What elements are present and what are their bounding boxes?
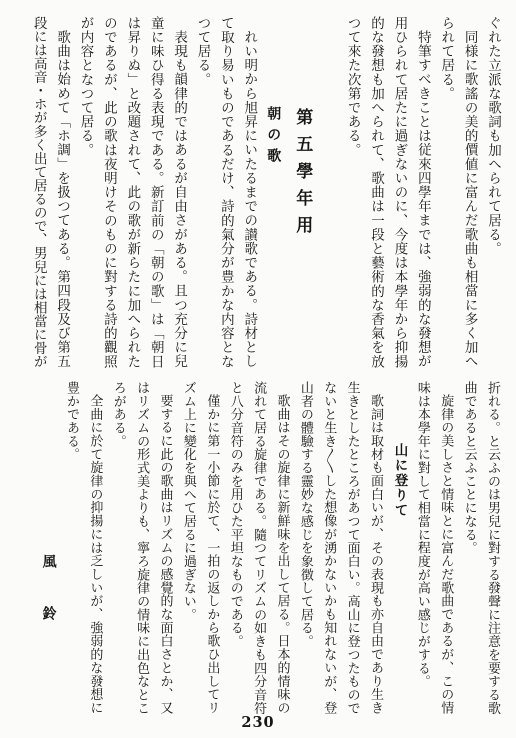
text-column: 味は本學年に對して相當に程度が高い感じがする。	[414, 381, 430, 689]
text-column: 特筆すべきことは従來四學年までは、強弱的な發想が	[414, 29, 431, 368]
text-column: 山者の體驗する靈妙な感じを象徴して居る。	[297, 381, 313, 648]
text-column: ぐれた立派な歌詞も加へられて居る。	[485, 16, 501, 256]
paragraph	[73, 16, 190, 372]
song-title: 風鈴	[40, 554, 57, 658]
text-column: 用ひられて居たに過ぎないのに、今度は本學年から抑揚	[391, 16, 408, 369]
text-column: 的な發想も加へられて、歌曲は一段と藝術的な香氣を放	[368, 16, 385, 369]
paragraph	[410, 381, 457, 716]
text-column: 流れて居る旋律である。隨つてリズムの如きも四分音符	[251, 381, 267, 715]
text-column: て取り易いものであるだけ、詩的氣分が豊かな内容とな	[217, 16, 234, 369]
text-column: 表現も韻律的ではあるが自由さがある。且つ充分に兒	[171, 29, 188, 368]
paragraph	[223, 381, 293, 716]
text-column: 歌曲は始めて「ホ調」を扱つてある。第四段及び第五	[54, 29, 71, 368]
text-column: ズム上に變化を與へて居るに過ぎない。	[180, 381, 196, 622]
text-column: 旋律の美しさと情味とに富んだ歌曲であるが、この情	[438, 394, 454, 715]
song-title: 山に登りて	[391, 443, 408, 518]
text-column: ないと生き〳〵した想像が湧かないかも知れないが、登	[321, 381, 337, 715]
upper-tier	[24, 16, 504, 372]
text-column: 生きとしたところがあつて面白い。高山に登つたもので	[344, 381, 360, 715]
text-column: れい明から旭昇にいたるまでの讃歌である。詩材とし	[241, 29, 258, 368]
text-column: が内容となつて居る。	[77, 16, 94, 157]
paragraph	[434, 16, 481, 372]
text-column: は昇りぬ」と改題されて、此の歌が新らたに加へられた	[124, 16, 141, 369]
text-column: 童に味ひ得る表現である。新訂前の「朝の歌」は「朝日	[147, 16, 164, 369]
paragraph	[106, 381, 176, 716]
text-column: 豊かである。	[63, 381, 79, 462]
text-column: 段には高音・ホが多く出て居るので、男兒には相當に骨が	[30, 16, 47, 369]
text-column: つて來た次第である。	[344, 16, 361, 157]
paragraph	[481, 16, 504, 372]
text-column: 要するに此の歌曲はリズムの感覺的な面白さとか、又	[157, 394, 173, 715]
text-column: 曲であると云ふことになる。	[461, 381, 477, 555]
paragraph	[190, 16, 260, 372]
paragraph	[60, 381, 107, 716]
text-column: 折れる。と云ふのは男兒に對する發聲に注意を要する歌	[485, 381, 500, 715]
text-column: はリズムの形式美よりも、寧ろ旋律の情味に出色なとこ	[134, 381, 150, 715]
lower-tier	[24, 381, 504, 716]
text-column: 全曲に於て旋律の抑揚には乏しいが、強弱的な發想に	[87, 394, 103, 715]
text-column: 歌曲はその旋律に新鮮味を出して居る。日本的情味の	[274, 394, 290, 715]
text-column: られて居る。	[438, 16, 455, 101]
text-column: 歌詞は取材も面白いが、その表現も亦自由であり生き	[368, 394, 384, 715]
paragraph	[293, 381, 387, 716]
paragraph	[340, 16, 434, 372]
text-column: ろがある。	[110, 381, 126, 448]
text-column: 同様に歌謠の美的價値に富んだ歌曲も相當に多く加へ	[461, 29, 478, 368]
text-column: 僅かに第一小節に於て、一拍の返しから歌ひ出してリ	[204, 394, 220, 715]
paragraph	[177, 381, 224, 716]
grade-heading: 第五學年用	[292, 108, 313, 243]
paragraph	[26, 16, 73, 372]
text-column: と八分音符のみを用ひた平坦なものである。	[227, 381, 243, 648]
song-title: 朝の歌	[265, 106, 282, 169]
text-column: のであるが、此の歌は夜明けそのものに對する詩的觀照	[100, 16, 117, 369]
text-column: つて居る。	[194, 16, 211, 87]
paragraph	[457, 381, 504, 716]
page-number: 230	[241, 714, 275, 731]
